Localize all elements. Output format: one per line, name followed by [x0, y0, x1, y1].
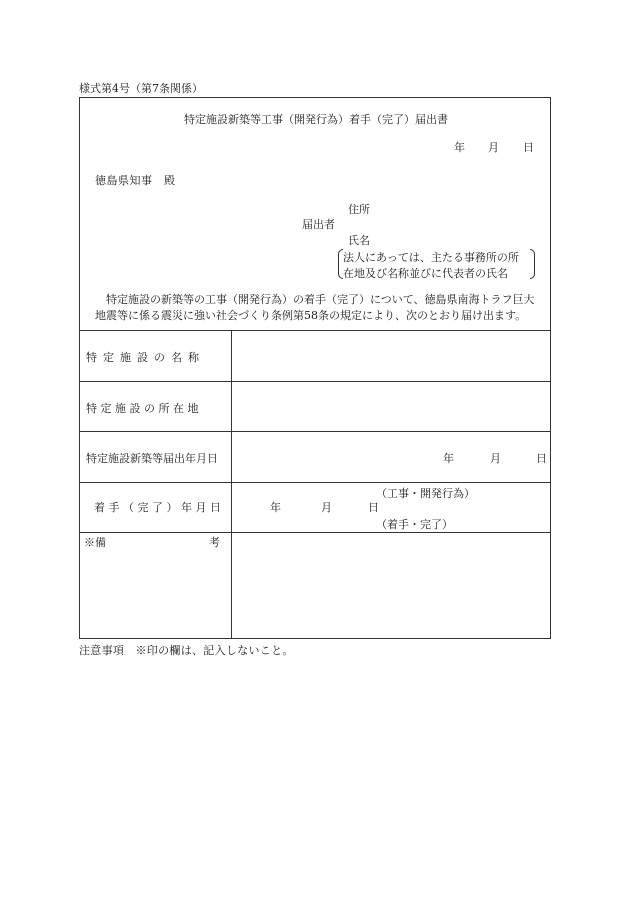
form-title: 特定施設新築等工事（開発行為）着手（完了）届出書 — [184, 113, 448, 126]
form-number: 様式第4号（第7条関係） — [79, 82, 203, 95]
row-divider — [80, 381, 550, 382]
notifier-label: 届出者 — [302, 218, 335, 231]
row-divider — [80, 532, 550, 533]
start-completion-year: 年 — [270, 501, 281, 514]
facility-name-label: 特定施設の名称 — [86, 351, 205, 364]
corporation-note-line1: 法人にあっては、主たる事務所の所 — [343, 251, 519, 264]
remarks-label-end: 考 — [209, 536, 220, 549]
date-day-label: 日 — [523, 141, 534, 154]
body-text: 特定施設の新築等の工事（開発行為）の着手（完了）について、徳島県南海トラフ巨大地震等に係る震災に強い社会づくり条例第58条の規定により、次のとおり届け出ます。 — [95, 293, 535, 322]
notification-date-day: 日 — [536, 452, 547, 465]
right-bracket — [530, 249, 535, 279]
notification-date-label: 特定施設新築等届出年月日 — [86, 452, 218, 465]
date-year-label: 年 — [454, 141, 465, 154]
notification-date-year: 年 — [443, 452, 454, 465]
notification-form — [79, 97, 551, 639]
column-divider — [231, 330, 232, 638]
remarks-label: ※備 — [84, 536, 106, 549]
addressee: 徳島県知事 殿 — [95, 174, 176, 187]
stage-options: （着手・完了） — [376, 518, 453, 531]
date-month-label: 月 — [488, 141, 499, 154]
start-completion-date-label: 着手（完了）年月日 — [94, 501, 225, 514]
address-label: 住所 — [348, 203, 370, 216]
start-completion-month: 月 — [321, 501, 332, 514]
row-divider — [80, 431, 550, 432]
name-label: 氏名 — [348, 234, 370, 247]
row-divider — [80, 482, 550, 483]
footnote: 注意事項 ※印の欄は、記入しないこと。 — [79, 644, 294, 657]
table-top-border — [80, 330, 550, 331]
notification-date-month: 月 — [490, 452, 501, 465]
corporation-note-line2: 在地及び名称並びに代表者の氏名 — [343, 267, 508, 280]
facility-location-label: 特定施設の所在地 — [86, 402, 202, 415]
start-completion-day: 日 — [368, 501, 379, 514]
work-type-options: （工事・開発行為） — [376, 487, 475, 500]
